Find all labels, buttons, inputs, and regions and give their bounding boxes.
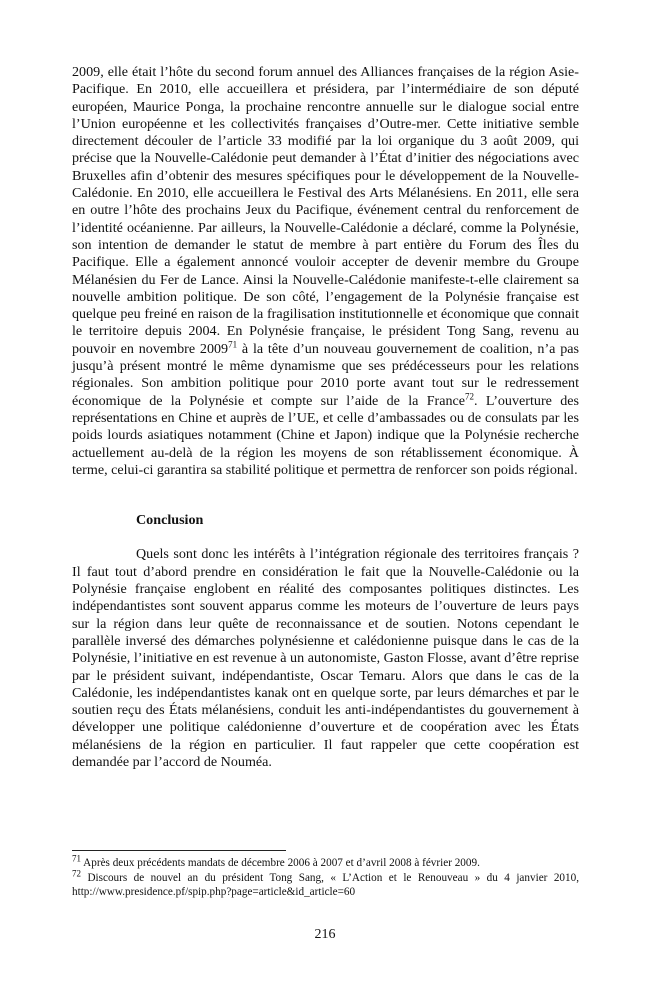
footnote-72 bbox=[72, 868, 579, 899]
footnote-71 bbox=[72, 853, 579, 870]
footnote-text: Discours de nouvel an du président Tong Sang, « L’Action et le Renouveau » du 4 janvier 2010, http://www.presidence.pf/spip.php?page=article&id_article=60 bbox=[72, 872, 579, 898]
footnote-ref-72[interactable]: 72 bbox=[465, 390, 475, 401]
paragraph-conclusion: Quels sont donc les intérêts à l’intégration régionale des territoires français ? Il faut tout d’abord prendre en considération le fait que la Nouvelle-Calédonie ou la Polynésie française englobent en réalité des composantes politiques distinctes. Les indépendantistes sont souvent apparus comme les moteurs de l’ouverture de leurs pays sur la région dans leur quête de reconnaissance et de soutien. Notons cependant le parallèle inversé des démarches polynésienne et calédonienne puisque dans le cas de la Polynésie, l’initiative en est revenue à un autonomiste, Gaston Flosse, avant d’être reprise par le président suivant, indépendantiste, Oscar Temaru. Alors que dans le cas de la Calédonie, les indépendantistes kanak ont en quelque sorte, par leurs démarches et par le soutien reçu des États mélanésiens, conduit les anti-indépendantistes du gouvernement à développer une politique calédonienne d’ouverture et de coopération avec les États mélanésiens de la région en particulier. Il faut rappeler que cette coopération est demandée par l’accord de Nouméa. bbox=[72, 546, 579, 770]
page-number: 216 bbox=[314, 927, 336, 942]
footnote-number: 71 bbox=[72, 853, 81, 864]
footnote-divider bbox=[72, 850, 286, 851]
paragraph-text: . L’ouverture des représentations en Chine et auprès de l’UE, et celle d’ambassades ou de consulats par les poids lourds asiatiques notamment (Chine et Japon) indique que la Polynésie recherche actuellement au-delà de la région les moyens de son rétablissement économique. À terme, celui-ci garantira sa stabilité politique et permettra de renforcer son poids régional. bbox=[72, 392, 579, 478]
paragraph-regional-politics bbox=[72, 64, 579, 479]
footnote-number: 72 bbox=[72, 868, 81, 879]
section-heading: Conclusion bbox=[136, 512, 204, 529]
document-page bbox=[72, 64, 579, 771]
footnote-ref-71[interactable]: 71 bbox=[228, 339, 238, 350]
footnote-text: Après deux précédents mandats de décembre 2006 à 2007 et d’avril 2008 à février 2009. bbox=[81, 857, 480, 869]
paragraph-text: à la tête d’un nouveau gouvernement de coalition, n’a pas jusqu’à présent montré le même dynamisme que ses prédécesseurs pour les relations régionales. Son ambition politique pour 2010 porte avant tout sur le redressement économique de la Polynésie et compte sur l’aide de la France bbox=[72, 340, 579, 409]
paragraph-text: 2009, elle était l’hôte du second forum annuel des Alliances françaises de la région Asie-Pacifique. En 2010, elle accueillera et présidera, par l’intermédiaire de son député européen, Maurice Ponga, la prochaine rencontre annuelle sur le dialogue social entre l’Union européenne et les collectivités françaises d’Outre-mer. Cette initiative semble directement découler de l’article 33 modifié par la loi organique du 3 août 2009, qui précise que la Nouvelle-Calédonie peut demander à l’État d’initier des négociations avec Bruxelles afin d’obtenir des mesures spécifiques pour le développement de la Nouvelle-Calédonie. En 2010, elle accueillera le Festival des Arts Mélanésiens. En 2011, elle sera en outre l’hôte des prochains Jeux du Pacifique, événement central du renforcement de l’identité océanienne. Par ailleurs, la Nouvelle-Calédonie a déclaré, comme la Polynésie, son intention de demander le statut de membre à part entière du Forum des Îles du Pacifique. Elle a également annoncé vouloir accepter de devenir membre du Groupe Mélanésien du Fer de Lance. Ainsi la Nouvelle-Calédonie manifeste-t-elle clairement sa nouvelle ambition politique. De son côté, l’engagement de la Polynésie française est quelque peu freiné en raison de la fragilisation institutionnelle et économique que connait le territoire depuis 2004. En Polynésie française, le président Tong Sang, revenu au pouvoir en novembre 2009 bbox=[72, 64, 579, 357]
